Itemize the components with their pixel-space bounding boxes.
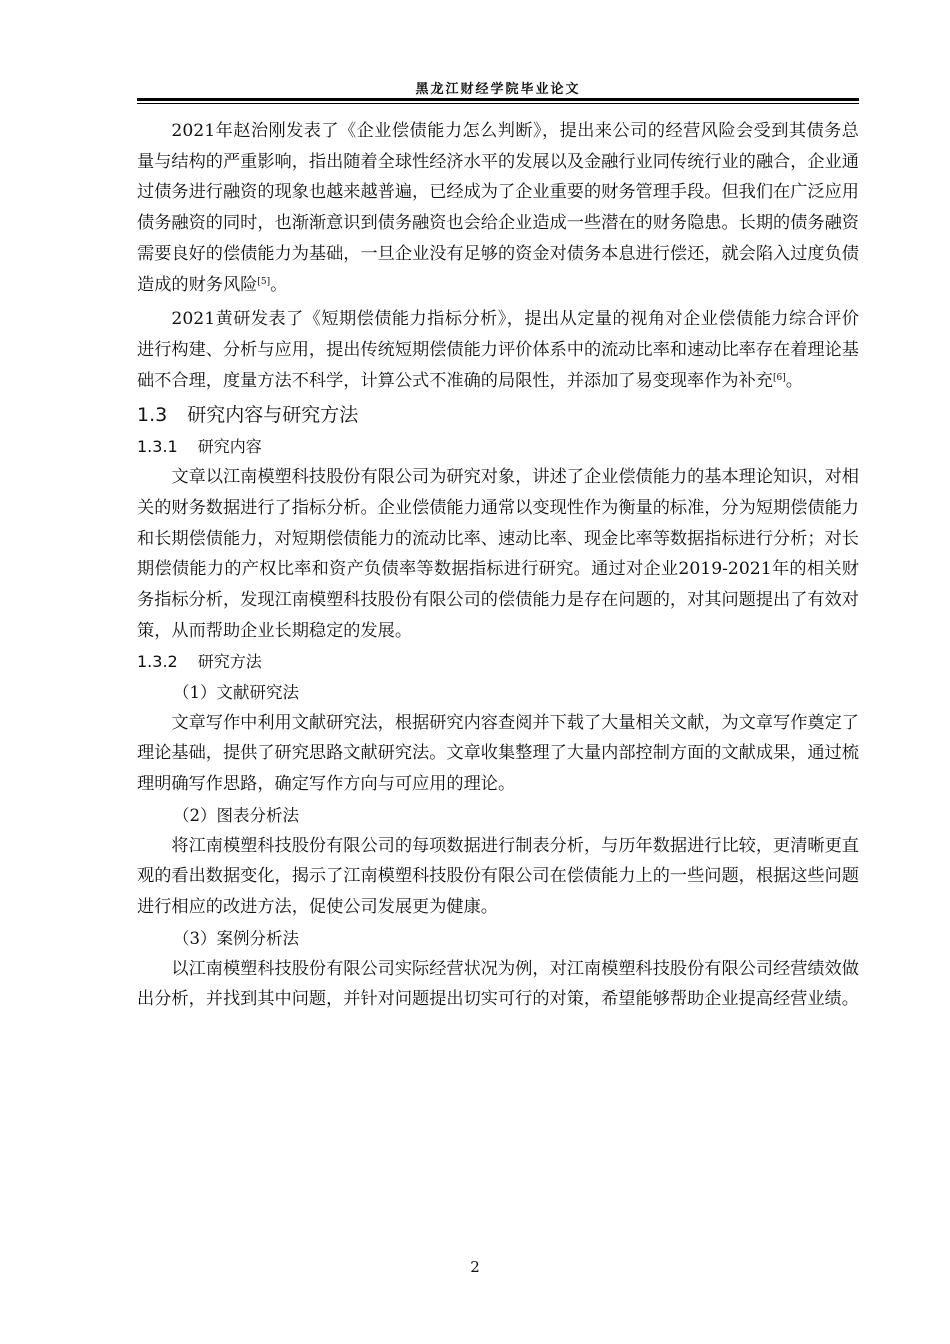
paragraph-case-method: 以江南模塑科技股份有限公司实际经营状况为例，对江南模塑科技股份有限公司经营绩效做出分析，并找到其中问题，并针对问题提出切实可行的对策，希望能够帮助企业提高经营业绩。 [137, 958, 859, 1010]
section-heading-1-3: 1.3 研究内容与研究方法 [137, 404, 359, 427]
paragraph-research-content: 文章以江南模塑科技股份有限公司为研究对象，讲述了企业偿债能力的基本理论知识，对相关的财务数据进行了指标分析。企业偿债能力通常以变现性作为衡量的标准，分为短期偿债能力和长期偿债能力，对短期偿债能力的流动比率、速动比率、现金比率等数据指标进行分析；对长期偿债能力的产权比率和资产负债率等数据指标进行研究。通过对企业2019-2021年的相关财务指标分析，发现江南模塑科技股份有限公司的偿债能力是存在问题的，对其问题提出了有效对策，从而帮助企业长期稳定的发展。 [137, 467, 859, 641]
method-heading-literature: （1）文献研究法 [173, 682, 299, 702]
page-number: 2 [470, 1258, 480, 1276]
citation-6: [6] [772, 372, 786, 383]
running-header: 黑龙江财经学院毕业论文 [415, 82, 581, 97]
header-rule-thin [137, 103, 859, 104]
method-heading-case-analysis: （3）案例分析法 [173, 928, 299, 948]
paragraph-literature-method: 文章写作中利用文献研究法，根据研究内容查阅并下载了大量相关文献，为文章写作奠定了理论基础，提供了研究思路文献研究法。文章收集整理了大量内部控制方面的文献成果，通过梳理明确写作思路，确定写作方向与可应用的理论。 [137, 712, 859, 794]
page-body [137, 116, 859, 1015]
subsection-heading-1-3-2: 1.3.2 研究方法 [137, 651, 262, 671]
paragraph-chart-method: 将江南模塑科技股份有限公司的每项数据进行制表分析，与历年数据进行比较，更清晰更直观的看出数据变化，揭示了江南模塑科技股份有限公司在偿债能力上的一些问题，根据这些问题进行相应的改进方法，促使公司发展更为健康。 [137, 835, 859, 918]
subsection-heading-1-3-1: 1.3.1 研究内容 [137, 437, 262, 457]
paragraph-zhao-2021: 2021年赵治刚发表了《企业偿债能力怎么判断》，提出来公司的经营风险会受到其债务总量与结构的严重影响，指出随着全球性经济水平的发展以及金融行业同传统行业的融合，企业通过债务进行融资的现象也越来越普遍，已经成为了企业重要的财务管理手段。但我们在广泛应用债务融资的同时，也渐渐意识到债务融资也会给企业造成一些潜在的财务隐患。长期的债务融资需要良好的偿债能力为基础，一旦企业没有足够的资金对债务本息进行偿还，就会陷入过度负债造成的财务风险[5]。 [137, 121, 859, 295]
header-rule-thick [137, 98, 859, 101]
method-heading-chart-analysis: （2）图表分析法 [173, 805, 299, 825]
paragraph-huang-2021: 2021黄研发表了《短期偿债能力指标分析》，提出从定量的视角对企业偿债能力综合评价进行构建、分析与应用，提出传统短期偿债能力评价体系中的流动比率和速动比率存在着理论基础不合理，度量方法不科学，计算公式不准确的局限性，并添加了易变现率作为补充[6]。 [137, 309, 859, 391]
citation-5: [5] [257, 276, 271, 287]
